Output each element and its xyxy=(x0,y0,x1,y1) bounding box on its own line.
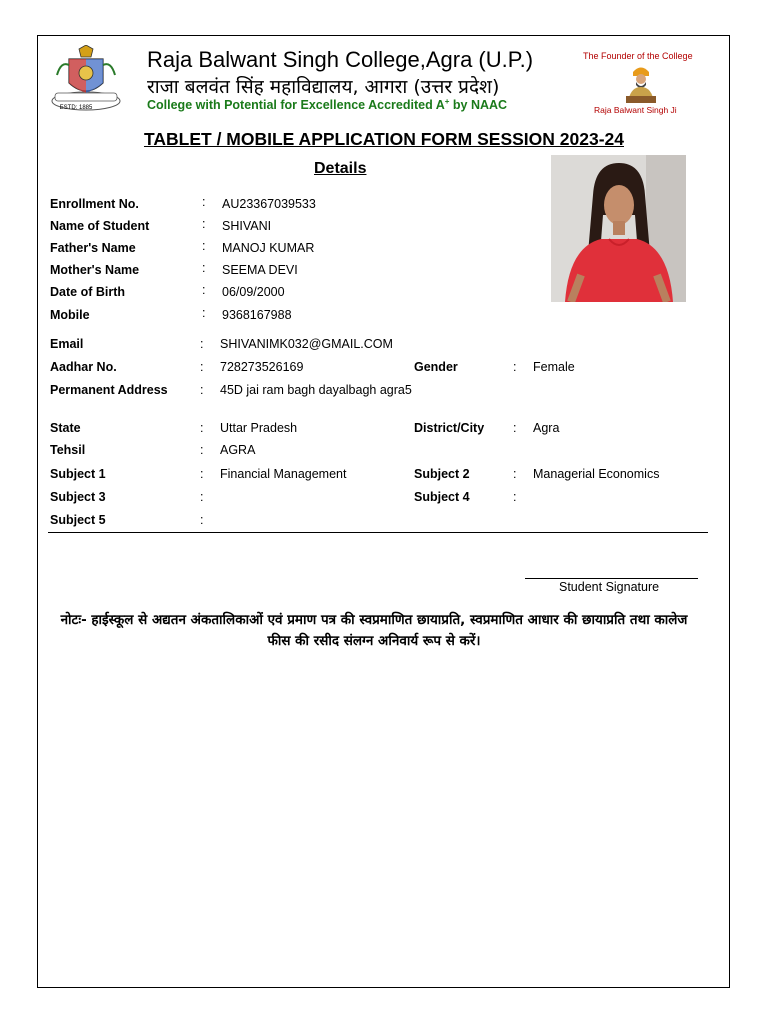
instruction-note: नोटः- हाईस्कूल से अद्यतन अंकतालिकाओं एवं प्रमाण पत्र की स्वप्रमाणित छायाप्रति, स्वप्रमाणित आधार की छायाप्रति तथा कालेज फीस की रसीद संलग्न अनिवार्य रूप से करें। xyxy=(60,612,688,649)
tehsil-label: Tehsil xyxy=(50,443,86,457)
signature-label: Student Signature xyxy=(559,580,660,594)
section-divider xyxy=(48,532,708,533)
dob-value: 06/09/2000 xyxy=(222,285,285,299)
enrollment-label: Enrollment No. xyxy=(50,197,139,211)
tagline-post: by NAAC xyxy=(449,98,508,113)
logo-estd-text: ESTD: 1885 xyxy=(59,105,93,111)
subject4-colon: : xyxy=(513,490,517,504)
details-heading: Details xyxy=(314,160,367,177)
college-tagline xyxy=(147,97,507,112)
tehsil-value: AGRA xyxy=(220,443,256,457)
dob-colon: : xyxy=(202,283,206,297)
subject3-label: Subject 3 xyxy=(50,490,106,504)
gender-value: Female xyxy=(533,360,575,374)
subject3-colon: : xyxy=(200,490,204,504)
address-colon: : xyxy=(200,383,204,397)
subject2-label: Subject 2 xyxy=(414,467,470,481)
email-label: Email xyxy=(50,337,84,351)
mother-name-value: SEEMA DEVI xyxy=(222,263,298,277)
tagline-pre: College with Potential for Excellence Accredited A xyxy=(147,98,445,113)
email-colon: : xyxy=(200,337,204,351)
district-label: District/City xyxy=(414,421,485,435)
mobile-colon: : xyxy=(202,306,206,320)
mobile-label: Mobile xyxy=(50,308,90,322)
father-name-colon: : xyxy=(202,239,206,253)
address-label: Permanent Address xyxy=(50,383,168,397)
subject2-colon: : xyxy=(513,467,517,481)
subject2-value: Managerial Economics xyxy=(533,467,660,481)
founder-portrait xyxy=(622,63,660,103)
tehsil-colon: : xyxy=(200,443,204,457)
state-colon: : xyxy=(200,421,204,435)
subject5-colon: : xyxy=(200,513,204,527)
college-name-hindi: राजा बलवंत सिंह महाविद्यालय, आगरा (उत्तर प्रदेश) xyxy=(147,76,500,98)
aadhar-value: 728273526169 xyxy=(220,360,304,374)
state-value: Uttar Pradesh xyxy=(220,421,298,435)
gender-colon: : xyxy=(513,360,517,374)
gender-label: Gender xyxy=(414,360,458,374)
student-name-value: SHIVANI xyxy=(222,219,272,233)
father-name-label: Father's Name xyxy=(50,241,136,255)
father-name-value: MANOJ KUMAR xyxy=(222,241,315,255)
form-title: TABLET / MOBILE APPLICATION FORM SESSION 2023-24 xyxy=(143,129,624,149)
subject5-label: Subject 5 xyxy=(50,513,106,527)
aadhar-label: Aadhar No. xyxy=(50,360,117,374)
dob-label: Date of Birth xyxy=(50,285,125,299)
enrollment-value: AU23367039533 xyxy=(222,197,316,211)
college-name-english: Raja Balwant Singh College,Agra (U.P.) xyxy=(147,47,534,72)
signature-line xyxy=(525,578,698,579)
district-value: Agra xyxy=(533,421,560,435)
student-name-colon: : xyxy=(202,217,206,231)
mother-name-label: Mother's Name xyxy=(50,263,140,277)
student-photo xyxy=(551,155,686,302)
email-value: SHIVANIMK032@GMAIL.COM xyxy=(220,337,393,351)
founder-name: Raja Balwant Singh Ji xyxy=(594,105,677,115)
subject1-colon: : xyxy=(200,467,204,481)
tagline-grade-sup: + xyxy=(444,97,450,106)
subject1-label: Subject 1 xyxy=(50,467,106,481)
mobile-value: 9368167988 xyxy=(222,308,292,322)
subject4-label: Subject 4 xyxy=(414,490,470,504)
address-value: 45D jai ram bagh dayalbagh agra5 xyxy=(220,383,412,397)
founder-caption: The Founder of the College xyxy=(583,51,693,61)
mother-name-colon: : xyxy=(202,261,206,275)
district-colon: : xyxy=(513,421,517,435)
enrollment-colon: : xyxy=(202,195,206,209)
student-name-label: Name of Student xyxy=(50,219,150,233)
subject1-value: Financial Management xyxy=(220,467,347,481)
state-label: State xyxy=(50,421,81,435)
aadhar-colon: : xyxy=(200,360,204,374)
